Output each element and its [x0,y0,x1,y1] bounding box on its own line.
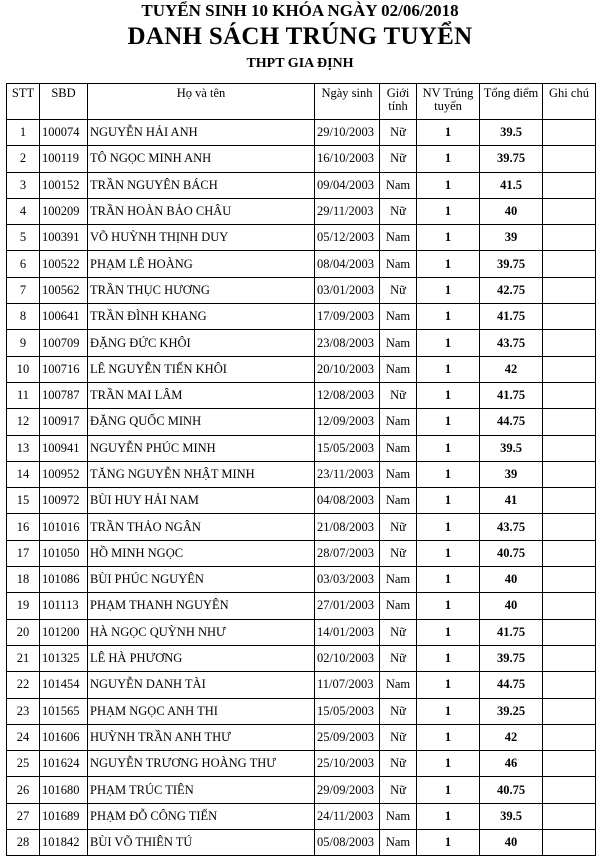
cell-name: TRẦN HOÀN BẢO CHÂU [88,198,315,224]
cell-gender: Nam [380,593,417,619]
cell-stt: 4 [7,198,40,224]
cell-nv: 1 [417,724,480,750]
cell-nv: 1 [417,830,480,856]
cell-name: ĐẶNG ĐỨC KHÔI [88,330,315,356]
cell-gender: Nữ [380,277,417,303]
cell-note [543,698,596,724]
cell-stt: 14 [7,461,40,487]
cell-name: HỒ MINH NGỌC [88,540,315,566]
cell-note [543,751,596,777]
cell-note [543,198,596,224]
cell-stt: 6 [7,251,40,277]
cell-score: 39.75 [480,146,543,172]
cell-gender: Nữ [380,724,417,750]
cell-nv: 1 [417,277,480,303]
cell-nv: 1 [417,198,480,224]
table-row [7,409,596,435]
cell-dob: 24/11/2003 [315,803,380,829]
cell-stt: 7 [7,277,40,303]
cell-gender: Nữ [380,120,417,146]
cell-gender: Nam [380,567,417,593]
cell-score: 40 [480,593,543,619]
cell-dob: 03/01/2003 [315,277,380,303]
cell-nv: 1 [417,172,480,198]
cell-note [543,619,596,645]
cell-stt: 19 [7,593,40,619]
table-row [7,593,596,619]
cell-score: 41.75 [480,304,543,330]
cell-gender: Nữ [380,146,417,172]
cell-sbd: 101624 [40,751,88,777]
cell-stt: 3 [7,172,40,198]
cell-sbd: 100119 [40,146,88,172]
table-row [7,724,596,750]
cell-nv: 1 [417,619,480,645]
cell-score: 39.5 [480,435,543,461]
cell-score: 42.75 [480,277,543,303]
cell-name: BÙI PHÚC NGUYÊN [88,567,315,593]
admission-table [6,83,596,856]
cell-stt: 11 [7,382,40,408]
table-row [7,146,596,172]
cell-dob: 20/10/2003 [315,356,380,382]
table-row [7,304,596,330]
cell-note [543,514,596,540]
cell-stt: 21 [7,645,40,671]
col-sbd-header: SBD [40,84,88,120]
cell-gender: Nam [380,830,417,856]
cell-gender: Nữ [380,751,417,777]
col-score-header: Tổng điểm [480,84,543,120]
col-nv-header: NV Trúng tuyển [417,84,480,120]
cell-nv: 1 [417,672,480,698]
col-note-header: Ghi chú [543,84,596,120]
table-row [7,277,596,303]
cell-stt: 15 [7,488,40,514]
cell-nv: 1 [417,225,480,251]
exam-title: TUYỂN SINH 10 KHÓA NGÀY 02/06/2018 [141,1,459,20]
cell-score: 39.5 [480,803,543,829]
cell-name: NGUYỄN PHÚC MINH [88,435,315,461]
cell-sbd: 101113 [40,593,88,619]
cell-sbd: 101050 [40,540,88,566]
cell-name: BÙI HUY HẢI NAM [88,488,315,514]
cell-dob: 23/08/2003 [315,330,380,356]
cell-score: 42 [480,724,543,750]
cell-dob: 25/09/2003 [315,724,380,750]
cell-nv: 1 [417,645,480,671]
cell-sbd: 101606 [40,724,88,750]
table-row [7,435,596,461]
cell-stt: 9 [7,330,40,356]
cell-nv: 1 [417,120,480,146]
cell-score: 41 [480,488,543,514]
cell-sbd: 100941 [40,435,88,461]
cell-nv: 1 [417,146,480,172]
cell-gender: Nữ [380,198,417,224]
col-stt-header: STT [7,84,40,120]
table-row [7,225,596,251]
cell-note [543,356,596,382]
cell-sbd: 100716 [40,356,88,382]
cell-dob: 12/09/2003 [315,409,380,435]
cell-sbd: 101454 [40,672,88,698]
cell-dob: 27/01/2003 [315,593,380,619]
cell-gender: Nữ [380,514,417,540]
cell-dob: 29/09/2003 [315,777,380,803]
cell-name: PHẠM TRÚC TIÊN [88,777,315,803]
cell-note [543,593,596,619]
cell-score: 41.5 [480,172,543,198]
cell-stt: 25 [7,751,40,777]
cell-gender: Nam [380,225,417,251]
cell-gender: Nam [380,304,417,330]
cell-sbd: 101689 [40,803,88,829]
cell-dob: 05/08/2003 [315,830,380,856]
cell-dob: 17/09/2003 [315,304,380,330]
cell-sbd: 100709 [40,330,88,356]
cell-nv: 1 [417,382,480,408]
cell-stt: 18 [7,567,40,593]
cell-nv: 1 [417,356,480,382]
cell-note [543,830,596,856]
cell-note [543,382,596,408]
cell-stt: 5 [7,225,40,251]
cell-name: PHẠM NGỌC ANH THI [88,698,315,724]
cell-gender: Nữ [380,382,417,408]
cell-sbd: 100391 [40,225,88,251]
cell-gender: Nam [380,251,417,277]
col-dob-header: Ngày sinh [315,84,380,120]
cell-dob: 15/05/2003 [315,435,380,461]
cell-gender: Nam [380,409,417,435]
cell-name: TRẦN ĐÌNH KHANG [88,304,315,330]
cell-stt: 10 [7,356,40,382]
cell-dob: 29/10/2003 [315,120,380,146]
table-row [7,803,596,829]
cell-gender: Nam [380,672,417,698]
cell-sbd: 101680 [40,777,88,803]
cell-nv: 1 [417,803,480,829]
cell-name: BÙI VÕ THIÊN TÚ [88,830,315,856]
cell-name: TÔ NGỌC MINH ANH [88,146,315,172]
table-body [7,120,596,856]
cell-sbd: 100787 [40,382,88,408]
cell-score: 42 [480,356,543,382]
cell-dob: 12/08/2003 [315,382,380,408]
cell-gender: Nam [380,356,417,382]
cell-name: HUỲNH TRẦN ANH THƯ [88,724,315,750]
cell-sbd: 101842 [40,830,88,856]
cell-stt: 12 [7,409,40,435]
cell-stt: 8 [7,304,40,330]
cell-name: NGUYỄN HẢI ANH [88,120,315,146]
list-title: DANH SÁCH TRÚNG TUYỂN [127,23,473,50]
cell-nv: 1 [417,593,480,619]
cell-sbd: 100972 [40,488,88,514]
cell-stt: 24 [7,724,40,750]
cell-dob: 08/04/2003 [315,251,380,277]
cell-dob: 14/01/2003 [315,619,380,645]
table-row [7,356,596,382]
header-row [7,84,596,120]
cell-score: 46 [480,751,543,777]
cell-nv: 1 [417,304,480,330]
cell-score: 39 [480,225,543,251]
cell-name: PHẠM ĐỖ CÔNG TIẾN [88,803,315,829]
cell-sbd: 101086 [40,567,88,593]
cell-note [543,225,596,251]
cell-note [543,540,596,566]
cell-score: 44.75 [480,409,543,435]
table-row [7,698,596,724]
cell-gender: Nam [380,172,417,198]
table-row [7,461,596,487]
cell-note [543,146,596,172]
cell-nv: 1 [417,461,480,487]
table-row [7,514,596,540]
cell-note [543,461,596,487]
cell-gender: Nữ [380,540,417,566]
cell-score: 39.75 [480,645,543,671]
cell-dob: 16/10/2003 [315,146,380,172]
cell-note [543,803,596,829]
cell-score: 43.75 [480,330,543,356]
table-row [7,619,596,645]
cell-name: NGUYỄN DANH TÀI [88,672,315,698]
cell-dob: 03/03/2003 [315,567,380,593]
cell-sbd: 100074 [40,120,88,146]
cell-sbd: 100641 [40,304,88,330]
cell-dob: 21/08/2003 [315,514,380,540]
cell-gender: Nam [380,803,417,829]
cell-note [543,409,596,435]
cell-note [543,120,596,146]
cell-name: HÀ NGỌC QUỲNH NHƯ [88,619,315,645]
cell-name: LÊ HÀ PHƯƠNG [88,645,315,671]
cell-nv: 1 [417,488,480,514]
cell-score: 39.25 [480,698,543,724]
cell-nv: 1 [417,435,480,461]
cell-sbd: 100522 [40,251,88,277]
cell-nv: 1 [417,514,480,540]
cell-name: ĐẶNG QUỐC MINH [88,409,315,435]
cell-score: 40 [480,198,543,224]
cell-gender: Nữ [380,645,417,671]
cell-stt: 28 [7,830,40,856]
cell-nv: 1 [417,751,480,777]
table-row [7,251,596,277]
table-row [7,567,596,593]
cell-dob: 02/10/2003 [315,645,380,671]
cell-stt: 20 [7,619,40,645]
cell-dob: 04/08/2003 [315,488,380,514]
cell-sbd: 101565 [40,698,88,724]
cell-nv: 1 [417,698,480,724]
cell-score: 40.75 [480,777,543,803]
cell-sbd: 101200 [40,619,88,645]
cell-sbd: 100209 [40,198,88,224]
cell-dob: 23/11/2003 [315,461,380,487]
cell-stt: 26 [7,777,40,803]
cell-name: PHẠM LÊ HOÀNG [88,251,315,277]
table-row [7,777,596,803]
cell-note [543,251,596,277]
cell-dob: 28/07/2003 [315,540,380,566]
table-row [7,120,596,146]
cell-nv: 1 [417,330,480,356]
cell-gender: Nam [380,461,417,487]
cell-name: NGUYỄN TRƯƠNG HOÀNG THƯ [88,751,315,777]
cell-gender: Nữ [380,619,417,645]
cell-note [543,488,596,514]
cell-score: 44.75 [480,672,543,698]
cell-sbd: 100562 [40,277,88,303]
cell-nv: 1 [417,409,480,435]
cell-note [543,330,596,356]
cell-stt: 16 [7,514,40,540]
table-row [7,830,596,856]
cell-note [543,645,596,671]
cell-note [543,567,596,593]
cell-sbd: 101016 [40,514,88,540]
cell-dob: 15/05/2003 [315,698,380,724]
cell-gender: Nữ [380,777,417,803]
table-row [7,382,596,408]
cell-nv: 1 [417,777,480,803]
cell-score: 39 [480,461,543,487]
table-row [7,540,596,566]
table-row [7,751,596,777]
cell-gender: Nữ [380,698,417,724]
cell-sbd: 100917 [40,409,88,435]
cell-note [543,304,596,330]
cell-sbd: 100152 [40,172,88,198]
cell-score: 39.75 [480,251,543,277]
cell-score: 40 [480,567,543,593]
cell-note [543,277,596,303]
cell-name: TRẦN THỤC HƯƠNG [88,277,315,303]
cell-note [543,435,596,461]
cell-stt: 17 [7,540,40,566]
cell-dob: 29/11/2003 [315,198,380,224]
col-gender-header: Giới tính [380,84,417,120]
school-name: THPT GIA ĐỊNH [246,56,354,71]
cell-sbd: 101325 [40,645,88,671]
cell-note [543,172,596,198]
cell-dob: 09/04/2003 [315,172,380,198]
cell-stt: 13 [7,435,40,461]
cell-note [543,672,596,698]
cell-note [543,724,596,750]
table-row [7,330,596,356]
cell-score: 39.5 [480,120,543,146]
cell-name: TĂNG NGUYỄN NHẬT MINH [88,461,315,487]
cell-score: 43.75 [480,514,543,540]
cell-stt: 1 [7,120,40,146]
cell-gender: Nam [380,435,417,461]
table-row [7,172,596,198]
cell-name: PHẠM THANH NGUYÊN [88,593,315,619]
cell-nv: 1 [417,567,480,593]
cell-gender: Nam [380,330,417,356]
cell-stt: 23 [7,698,40,724]
cell-name: TRẦN MAI LÂM [88,382,315,408]
table-row [7,488,596,514]
cell-dob: 11/07/2003 [315,672,380,698]
cell-stt: 22 [7,672,40,698]
cell-stt: 2 [7,146,40,172]
cell-score: 40.75 [480,540,543,566]
cell-sbd: 100952 [40,461,88,487]
cell-score: 41.75 [480,619,543,645]
cell-name: TRẦN THẢO NGÂN [88,514,315,540]
cell-gender: Nam [380,488,417,514]
cell-stt: 27 [7,803,40,829]
cell-dob: 25/10/2003 [315,751,380,777]
cell-name: TRẦN NGUYÊN BÁCH [88,172,315,198]
cell-dob: 05/12/2003 [315,225,380,251]
cell-note [543,777,596,803]
cell-score: 40 [480,830,543,856]
cell-score: 41.75 [480,382,543,408]
table-row [7,672,596,698]
document-header [0,1,600,73]
table-row [7,645,596,671]
cell-name: VÕ HUỲNH THỊNH DUY [88,225,315,251]
table-row [7,198,596,224]
cell-nv: 1 [417,251,480,277]
cell-nv: 1 [417,540,480,566]
cell-name: LÊ NGUYỄN TIẾN KHÔI [88,356,315,382]
col-name-header: Họ và tên [88,84,315,120]
